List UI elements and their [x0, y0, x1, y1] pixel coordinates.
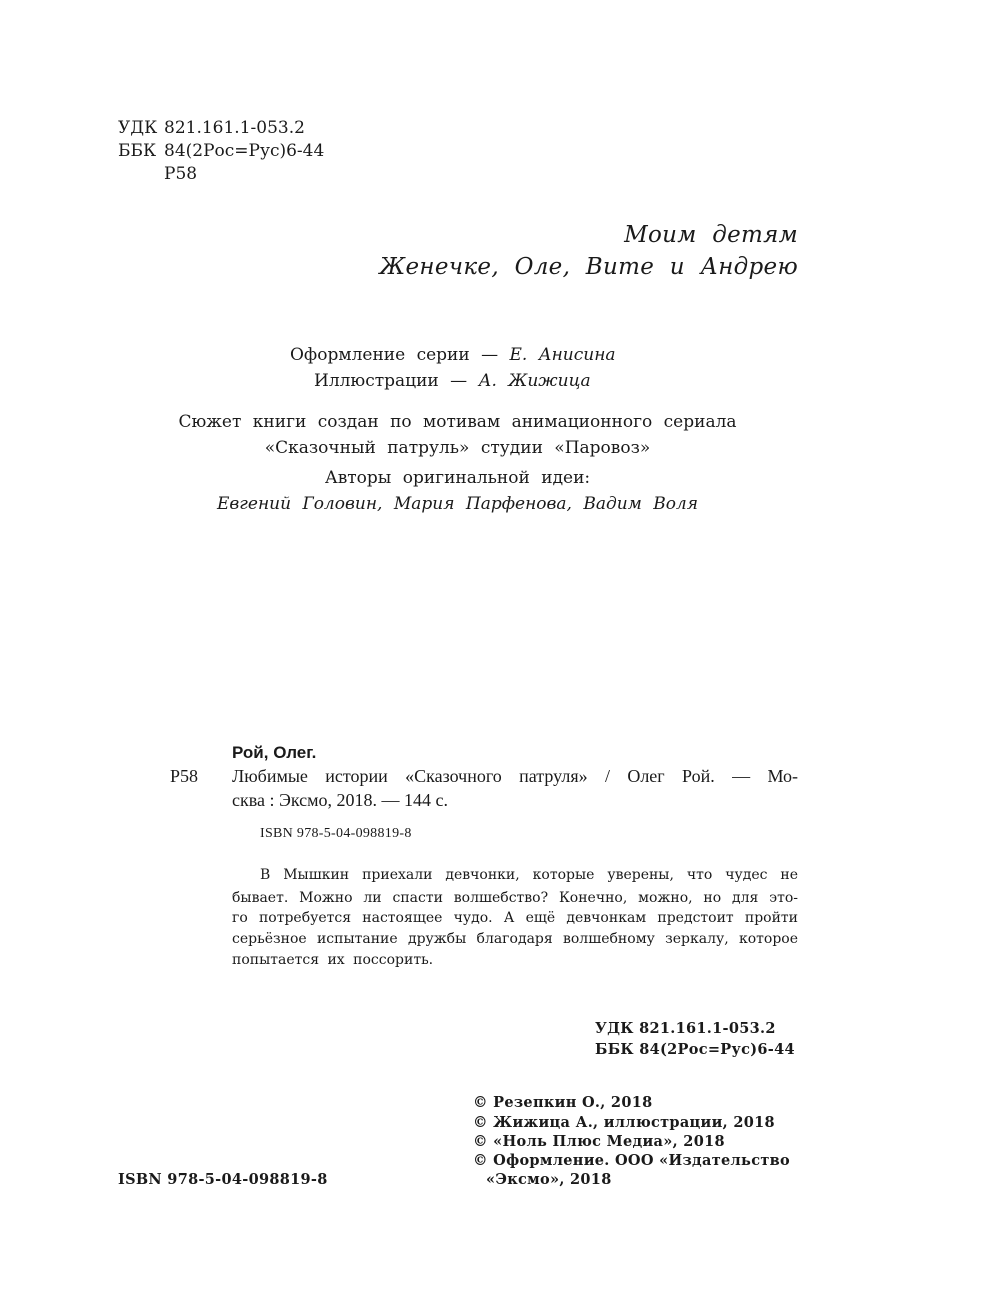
series-design-name: Е. Анисина	[509, 345, 616, 365]
illustrations-name: А. Жижица	[478, 371, 591, 391]
annotation-line-3: го потребуется настоящее чудо. А ещё девчонкам предстоит пройти	[232, 910, 798, 926]
bbk-key: ББК	[118, 141, 157, 161]
plot-line-1: Сюжет книги создан по мотивам анимационного сериала	[178, 412, 737, 432]
annotation-line-5: попытается их поссорить.	[232, 952, 434, 968]
authors-names: Евгений Головин, Мария Парфенова, Вадим Воля	[216, 494, 699, 514]
copyright-line-1: © Резепкин О., 2018	[473, 1094, 653, 1111]
bottom-isbn: ISBN 978-5-04-098819-8	[118, 1171, 328, 1188]
annotation-line-2: бывает. Можно ли спасти волшебство? Конечно, можно, но для это-	[232, 890, 798, 906]
bbk-line	[118, 141, 324, 161]
dedication-line-1: Моим детям	[624, 222, 798, 248]
series-design-label: Оформление серии —	[290, 345, 499, 365]
udk-key: УДК	[118, 118, 158, 138]
illustrations-credit	[314, 371, 591, 391]
card-mark: Р58	[170, 766, 199, 786]
authors-label: Авторы оригинальной идеи:	[324, 468, 591, 488]
author-mark: Р58	[164, 164, 198, 184]
dedication-line-2: Женечке, Оле, Вите и Андрею	[379, 254, 798, 280]
series-design-credit	[290, 345, 616, 365]
annotation-line-4: серьёзное испытание дружбы благодаря волшебному зеркалу, которое	[232, 931, 798, 947]
annotation-line-1: В Мышкин приехали девчонки, которые уверены, что чудес не	[260, 867, 798, 883]
copyright-line-5: «Эксмо», 2018	[486, 1171, 612, 1188]
udk-line	[118, 118, 305, 138]
udk-value: 821.161.1-053.2	[164, 118, 305, 138]
card-isbn: ISBN 978-5-04-098819-8	[260, 826, 412, 841]
bottom-udk: УДК 821.161.1-053.2	[595, 1020, 776, 1037]
card-title-line-2: сква : Эксмо, 2018. — 144 с.	[232, 790, 449, 810]
card-title-line-1: Любимые истории «Сказочного патруля» / Олег Рой. — Мо-	[232, 766, 798, 786]
copyright-line-2: © Жижица А., иллюстрации, 2018	[473, 1114, 775, 1131]
copyright-line-3: © «Ноль Плюс Медиа», 2018	[473, 1133, 725, 1150]
copyright-line-4: © Оформление. ООО «Издательство	[473, 1152, 790, 1169]
bbk-value: 84(2Рос=Рус)6-44	[164, 141, 325, 161]
plot-line-2: «Сказочный патруль» студии «Паровоз»	[264, 438, 651, 458]
illustrations-label: Иллюстрации —	[314, 371, 468, 391]
card-author: Рой, Олег.	[232, 743, 317, 762]
bottom-bbk: ББК 84(2Рос=Рус)6-44	[595, 1041, 795, 1058]
